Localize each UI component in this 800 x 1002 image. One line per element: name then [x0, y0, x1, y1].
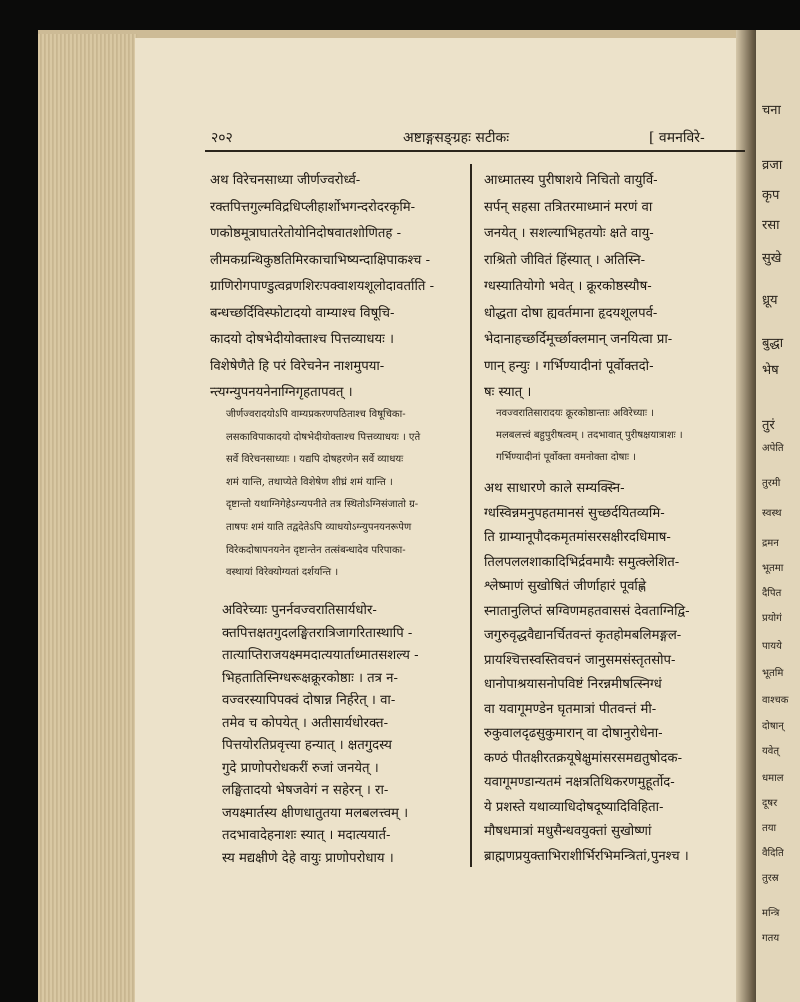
text-line: ग्धस्विन्नमनुपहतमानसं सुच्छर्दयितव्यमि- [484, 505, 665, 521]
footnote-line: शमं यान्ति, तथाप्येते विशेषेण शीघ्रं शमं यान्ति । [226, 476, 393, 488]
text-line: णकोष्ठमूत्राघातरेतोयोनिदोषवातशोणितह - [210, 226, 402, 241]
right-page-fragment: स्वस्थ [762, 508, 782, 519]
right-page-fragment: दोषान् [762, 721, 784, 732]
text-line: मौषधमात्रां मधुसैन्धवयुक्तां सुखोष्णां [484, 824, 652, 839]
right-page-fragment: प्रयोगं [762, 613, 782, 624]
right-page-fragment: भूतमि [762, 668, 784, 679]
footnote-line: दृष्टान्तो यथाग्निगेहेऽग्न्यपनीते तत्र स्थितोऽग्निसंजातो ग्र- [226, 499, 419, 511]
text-line: न्त्यग्न्युपनयनेनाग्निगृहतापवत् । [210, 385, 353, 400]
header-rule [205, 150, 745, 152]
right-page-fragment: चना [762, 103, 781, 118]
text-line: राश्रितो जीवितं हिंस्यात् । अतिस्नि- [484, 252, 646, 268]
right-page-fragment: रसा [762, 218, 780, 233]
footnote-line: मलबलत्त्वं बहुपुरीषत्वम् । तदभावात् पुरीषक्षयात्राशः । [496, 430, 683, 441]
right-page-edge [756, 30, 800, 1002]
text-line: बन्धच्छर्दिविस्फोटादयो वाम्याश्च विषूचि- [210, 305, 395, 321]
text-line: षः स्यात् । [484, 385, 532, 400]
text-line: भेदानाहच्छर्दिमूर्च्छाक्लमान् जनयित्वा प्रा- [484, 332, 673, 347]
right-page-fragment: मन्त्रि [762, 908, 780, 919]
right-page-fragment: कृप [762, 188, 780, 203]
text-line: स्य मद्यक्षीणे देहे वायुः प्राणोपरोधाय । [222, 850, 394, 866]
page-number: २०२ [211, 130, 233, 146]
right-page-fragment: द्रमन [762, 538, 779, 549]
right-page-fragment: यवेत् [762, 746, 780, 757]
right-page-fragment: व्रजा [762, 158, 783, 173]
text-line: वा यवागूमण्डेन घृतमात्रां पीतवन्तं मी- [484, 701, 657, 717]
text-line: लीमकग्रन्थिकुष्ठतिमिरकाचाभिष्यन्दाक्षिपाकश्च - [210, 252, 431, 268]
text-line: रुकुवालदृढसुकुमारान् वा दोषानुरोधेना- [484, 726, 663, 741]
right-page-fragment: अपेति [762, 443, 784, 454]
text-line: तमेव च कोपयेत् । अतीसार्यधोरक्त- [222, 715, 389, 731]
right-page-fragment: भेष [762, 363, 779, 378]
section-title: [ वमनविरे- [649, 130, 705, 146]
column-divider [470, 164, 472, 867]
footnote-line: गर्भिण्यादीनां पूर्वोक्ता वमनोक्ता दोषाः । [496, 452, 637, 463]
right-page-fragment: तुरस्र [762, 873, 779, 884]
text-line: धानोपाश्रयासनोपविष्टं निरन्नमीषत्स्निग्धं [484, 677, 662, 692]
right-page-fragment: भूतमा [762, 563, 784, 574]
footnote-line: लसकाविपाकादयो दोषभेदीयोक्ताश्च पित्तव्याधयः । एते [226, 431, 421, 443]
text-line: प्रायश्चित्तस्वस्तिवचनं जानुसमसंस्तृतसोप- [484, 652, 676, 668]
right-page-fragment: वाश्चक [762, 695, 789, 706]
right-page-fragment: तया [762, 823, 777, 834]
right-page-fragment: बुद्धा [762, 336, 784, 351]
text-line: पित्तयोरतिप्रवृत्त्या हन्यात् । क्षतगुदस्य [222, 738, 392, 753]
text-line: श्लेष्माणं सुखोषितं जीर्णाहारं पूर्वाह्णे [484, 579, 647, 594]
text-line: धोद्धता दोषा ह्यवर्तमाना हृदयशूलपर्व- [484, 305, 658, 321]
right-page-fragment: तुरं [762, 418, 775, 433]
text-line: विशेषेणैते हि परं विरेचनेन नाशमुपया- [210, 358, 385, 374]
text-line: कण्ठं पीतक्षीरतक्रयूषेक्षुमांसरसमद्यतुषोदक- [484, 750, 683, 766]
text-line: अथ साधारणे काले सम्यक्स्नि- [484, 481, 625, 496]
right-page-fragment: तुरमी [762, 478, 781, 489]
text-line: जयक्ष्मार्तस्य क्षीणधातुतया मलबलत्त्वम् । [222, 805, 409, 821]
footnote-line: विरेकदोषापनयनेन दृष्टान्तेन तत्संबन्धादेव परिपाका- [226, 544, 406, 556]
text-line: तिलपललशाकादिभिर्द्रवमायैः समुत्क्लेशित- [484, 554, 680, 570]
text-line: णान् हन्युः । गर्भिण्यादीनां पूर्वोक्तदो- [484, 358, 654, 374]
text-line: जगुरुवृद्धवैद्यानर्चितवन्तं कृतहोमबलिमङ्गल- [484, 628, 682, 643]
footnote-line: नवज्वरातिसारादयः क्रूरकोष्ठान्ताः अविरेच्याः । [496, 408, 655, 419]
right-page-fragment: वैदिति [762, 848, 784, 859]
text-line: गुदे प्राणोपरोधकरीं रुजां जनयेत् । [222, 760, 379, 776]
text-line: जनयेत् । सशल्याभिहतयोः क्षते वायु- [484, 226, 654, 241]
text-line: यवागूमण्डान्यतमं नक्षत्रतिथिकरणमुहूर्तोद- [484, 775, 675, 790]
text-line: ये प्रशस्ते यथाव्याधिदोषदूष्यादिविहिता- [484, 799, 664, 815]
text-line: स्नातानुलिप्तं स्रग्विणमहतवाससं देवताग्निद्वि- [484, 603, 690, 619]
text-line: भिहतातिस्निग्धरूक्षक्रूरकोष्ठाः । तत्र न- [222, 670, 398, 686]
page-edges [38, 34, 138, 1002]
right-page-fragment: दूषर [762, 798, 778, 809]
text-line: तदभावादेहनाशः स्यात् । मदात्ययार्त- [222, 828, 391, 843]
text-line: ग्धस्यातियोगो भवेत् । क्रूरकोष्ठस्यौष- [484, 279, 652, 294]
right-page-fragment: दैपित [762, 588, 782, 599]
text-line: वज्वरस्यापिपक्वं दोषान्न निर्हरेत् । वा- [222, 693, 396, 708]
text-line: अविरेच्याः पुनर्नवज्वरातिसार्यधोर- [222, 603, 377, 618]
text-line: आध्मातस्य पुरीषाशये निचितो वायुर्वि- [484, 173, 658, 188]
text-line: सर्पन् सहसा तत्रितरमाध्मानं मरणं वा [484, 199, 653, 215]
text-line: तात्याप्तिराजयक्ष्ममदात्ययार्ताध्मातसशल्य - [222, 648, 419, 663]
text-line: ब्राह्मणप्रयुक्ताभिराशीर्भिरभिमन्त्रितां,पुनश्च । [484, 848, 689, 864]
right-page-fragment: ध्रूय [762, 293, 778, 308]
footnote-line: वस्थायां विरेक्योग्यतां दर्शयन्ति । [226, 567, 339, 579]
text-line: कादयो दोषभेदीयोक्ताश्च पित्तव्याधयः । [210, 332, 394, 347]
right-page-fragment: पायये [762, 641, 782, 652]
text-line: अथ विरेचनसाध्या जीर्णज्वरोर्ध्व- [210, 173, 361, 188]
footnote-line: सर्वे विरेचनसाध्याः । यद्यपि दोषहरणेन सर्वे व्याधयः [226, 454, 404, 466]
text-line: ति ग्राम्यानूपौदकमृतमांसरसक्षीरदधिमाष- [484, 530, 671, 545]
footnote-line: जीर्णज्वरादयोऽपि वाम्यप्रकरणपठिताश्च विषूचिका- [226, 409, 406, 420]
right-page-fragment: गतय [762, 933, 780, 944]
text-line: रक्तपित्तगुल्मविद्रधिप्लीहार्शोभगन्दरोदरकृमि- [210, 199, 416, 215]
running-title: अष्टाङ्गसङ्ग्रहः सटीकः [403, 130, 510, 146]
right-page-fragment: सुखे [762, 251, 782, 266]
text-line: ग्राणिरोगपाण्डुत्वव्रणशिरःपक्वाशयशूलोदावर्ताति - [210, 279, 435, 294]
footnote-line: ताषपः शमं याति तद्वदेतेऽपि व्याधयोऽग्न्युपनयनरूपेण [226, 522, 412, 533]
text-line: क्तपित्तक्षतगुदलङ्घितरात्रिजागरितास्थापि - [222, 625, 413, 641]
right-page-fragment: धमाल [762, 773, 784, 784]
running-header [205, 128, 750, 148]
text-line: लङ्घितादयो भेषजवेगं न सहेरन् । रा- [222, 783, 389, 798]
